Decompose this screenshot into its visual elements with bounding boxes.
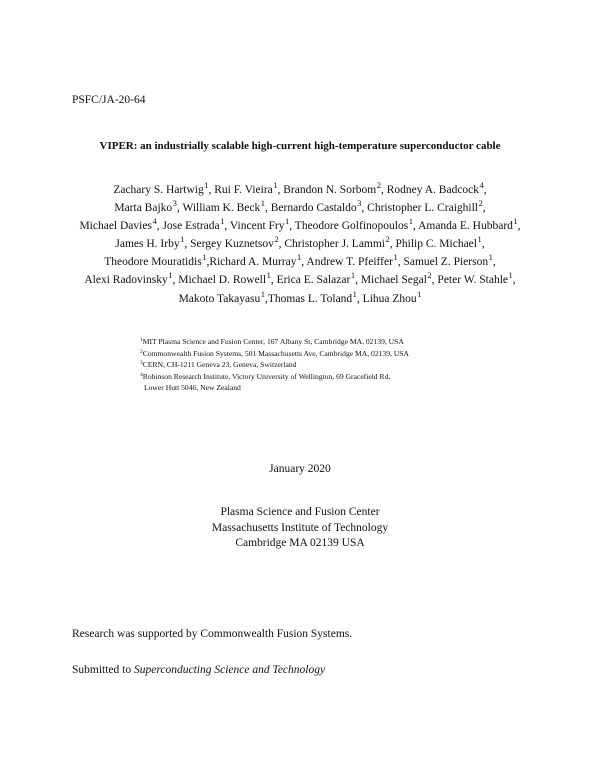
author: Samuel Z. Pierson$^1$ <box>403 252 493 269</box>
author: Michael Davies$^4$ <box>79 216 157 233</box>
submission-prefix: Submitted to <box>72 664 134 676</box>
author: Michael D. Rowell$^1$ <box>178 270 271 287</box>
author: Sergey Kuznetsov$^2$ <box>190 234 279 251</box>
author: Brandon N. Sorbom$^2$ <box>283 180 381 196</box>
affiliation: $^4$Robinson Research Institute, Victory University of Wellington, 69 Gracefield Rd, <box>140 371 391 381</box>
author: Theodore Golfinopoulos$^1$ <box>294 216 413 233</box>
author: Amanda E. Hubbard$^1$ <box>418 216 518 233</box>
institution-line: Massachusetts Institute of Technology <box>211 521 389 534</box>
author: Bernardo Castaldo$^3$ <box>270 198 362 215</box>
author: Andrew T. Pfeiffer$^1$ <box>306 252 398 269</box>
author: Thomas L. Toland$^1$ <box>267 288 357 305</box>
funding-statement: Research was supported by Commonwealth Fusion Systems. <box>72 628 353 640</box>
author-list: Zachary S. Hartwig$^1$, Rui F. Vieira$^1$, Brandon N. Sorbom$^2$, Rodney A. Badcock$^4$, Marta Bajko$^3$, William K. Beck$^1$, Bernardo Castaldo$^3$, Christopher L. Craighill$^2$, Michael Davies$^4$, Jose Estrada$^1$, Vincent Fry$^1$, Theodore Golfinopoulos$^1$, Amanda E. Hubbard$^1$, James H. Irby$^1$, Sergey Kuznetsov$^2$, Christopher J. Lammi$^2$, Philip C. Michael$^1$, Theodore Mouratidis$^1$,Richard A. Murray$^1$, Andrew T. Pfeiffer$^1$, Samuel Z. Pierson$^1$, Alexi Radovinsky$^1$, Michael D. Rowell$^1$, Erica E. Salazar$^1$, Michael Segal$^2$, Peter W. Stahle$^1$, Makoto Takayasu$^1$,Thomas L. Toland$^1$, Lihua Zhou$^1$ <box>79 180 521 305</box>
author: Marta Bajko$^3$ <box>114 198 177 215</box>
institution-line: Cambridge MA 02139 USA <box>235 537 365 549</box>
submission-statement <box>72 664 325 676</box>
author: Lihua Zhou$^1$ <box>362 288 422 305</box>
institution-block <box>0 505 600 552</box>
author: Makoto Takayasu$^1$ <box>178 288 266 305</box>
author: Peter W. Stahle$^1$ <box>437 270 513 287</box>
author: Christopher L. Craighill$^2$ <box>367 198 483 215</box>
author: Michael Segal$^2$ <box>360 270 432 287</box>
journal-name: Superconducting Science and Technology <box>133 664 326 676</box>
affiliation-continuation: Lower Hutt 5046, New Zealand <box>144 383 241 393</box>
author: Richard A. Murray$^1$ <box>209 252 302 269</box>
affiliation-list <box>140 336 480 394</box>
paper-title: VIPER: an industrially scalable high-current high-temperature superconductor cable <box>99 140 501 152</box>
author: Alexi Radovinsky$^1$ <box>84 270 173 287</box>
author: William K. Beck$^1$ <box>182 198 265 215</box>
author: Erica E. Salazar$^1$ <box>276 270 356 287</box>
author: James H. Irby$^1$ <box>115 234 185 251</box>
author: Vincent Fry$^1$ <box>229 216 290 233</box>
affiliation: $^3$CERN, CH-1211 Geneva 23, Geneva, Switzerland <box>140 360 297 370</box>
publication-date: January 2020 <box>269 463 331 475</box>
institution-line: Plasma Science and Fusion Center <box>220 506 380 518</box>
author: Rodney A. Badcock$^4$ <box>386 180 484 196</box>
author: Christopher J. Lammi$^2$ <box>284 234 390 251</box>
affiliation: $^2$Commonwealth Fusion Systems, 501 Massachusetts Ave, Cambridge MA, 02139, USA <box>140 348 410 358</box>
author: Theodore Mouratidis$^1$ <box>104 252 207 269</box>
author: Philip C. Michael$^1$ <box>395 234 482 251</box>
affiliation: $^1$MIT Plasma Science and Fusion Center, 167 Albany St, Cambridge MA, 02139, USA <box>140 337 404 346</box>
author: Jose Estrada$^1$ <box>162 216 225 233</box>
report-number: PSFC/JA-20-64 <box>72 94 146 106</box>
author: Rui F. Vieira$^1$ <box>214 180 278 196</box>
author: Zachary S. Hartwig$^1$ <box>113 180 209 196</box>
